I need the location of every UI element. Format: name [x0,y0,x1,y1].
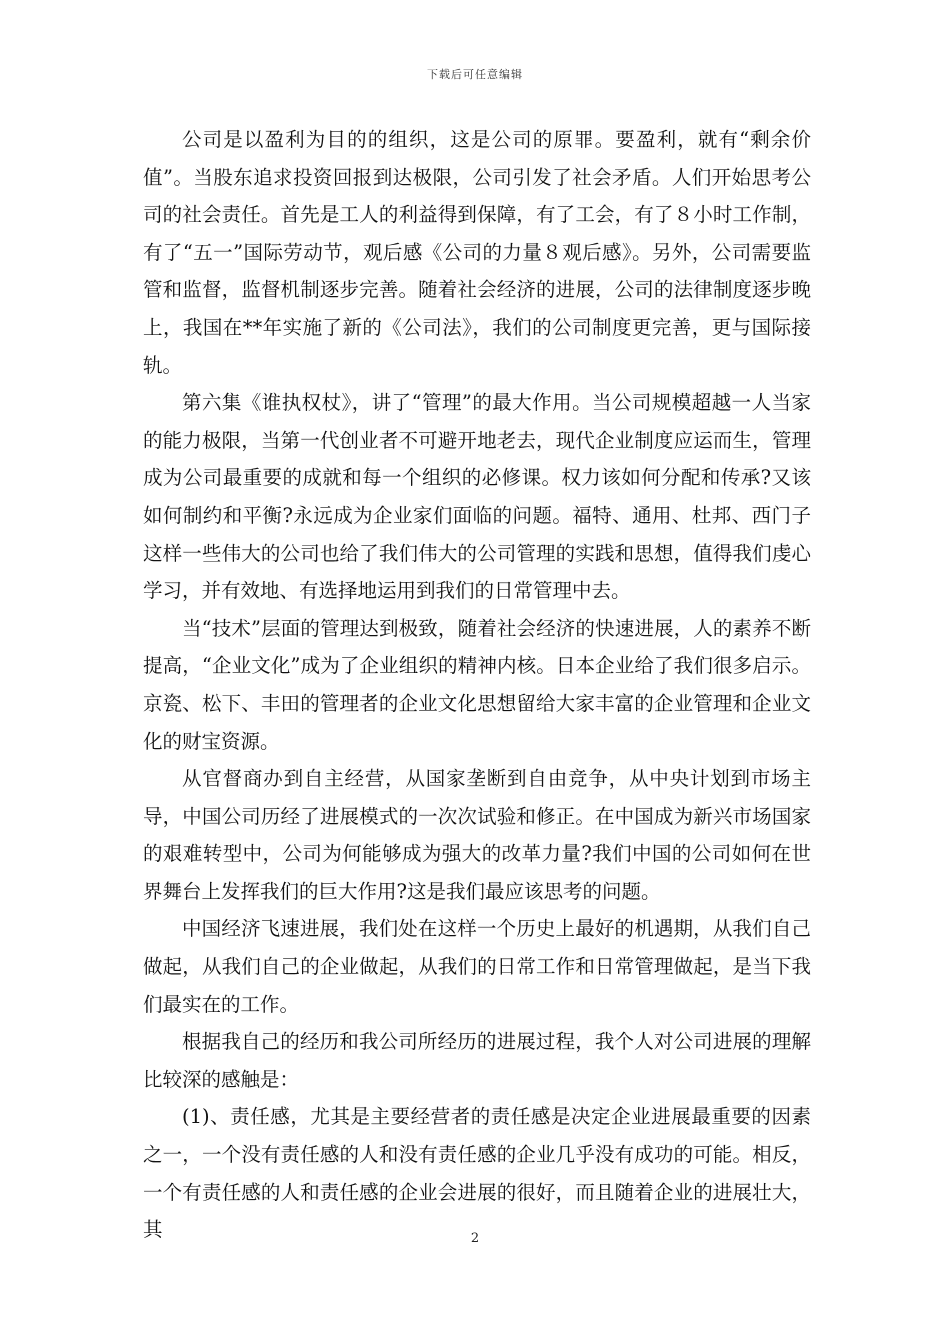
paragraph: 从官督商办到自主经营，从国家垄断到自由竞争，从中央计划到市场主导，中国公司历经了进展模式的一次次试验和修正。在中国成为新兴市场国家的艰难转型中，公司为何能够成为强大的改革力量?我们中国的公司如何在世界舞台上发挥我们的巨大作用?这是我们最应该思考的问题。 [143,767,811,903]
document-body [143,121,811,1249]
paragraph: 中国经济飞速进展，我们处在这样一个历史上最好的机遇期，从我们自己做起，从我们自己的企业做起，从我们的日常工作和日常管理做起，是当下我们最实在的工作。 [143,917,811,1016]
paragraph: 公司是以盈利为目的的组织，这是公司的原罪。要盈利，就有“剩余价值”。当股东追求投资回报到达极限，公司引发了社会矛盾。人们开始思考公司的社会责任。首先是工人的利益得到保障，有了工会，有了８小时工作制，有了“五一”国际劳动节，观后感《公司的力量８观后感》。另外，公司需要监管和监督，监督机制逐步完善。随着社会经济的进展，公司的法律制度逐步晚上，我国在**年实施了新的《公司法》，我们的公司制度更完善，更与国际接轨。 [143,128,811,377]
paragraph: (1)、责任感，尤其是主要经营者的责任感是决定企业进展最重要的因素之一，一个没有责任感的人和没有责任感的企业几乎没有成功的可能。相反，一个有责任感的人和责任感的企业会进展的很好，而且随着企业的进展壮大，其 [143,1105,811,1242]
paragraph: 根据我自己的经历和我公司所经历的进展过程，我个人对公司进展的理解比较深的感触是： [143,1030,811,1091]
paragraph: 第六集《谁执权杖》，讲了“管理”的最大作用。当公司规模超越一人当家的能力极限，当第一代创业者不可避开地老去，现代企业制度应运而生，管理成为公司最重要的成就和每一个组织的必修课。权力该如何分配和传承?又该如何制约和平衡?永远成为企业家们面临的问题。福特、通用、杜邦、西门子这样一些伟大的公司也给了我们伟大的公司管理的实践和思想，值得我们虔心学习，并有效地、有选择地运用到我们的日常管理中去。 [143,391,811,603]
page-number: 2 [470,1231,480,1246]
paragraph: 当“技术”层面的管理达到极致，随着社会经济的快速进展，人的素养不断提高，“企业文化”成为了企业组织的精神内核。日本企业给了我们很多启示。京瓷、松下、丰田的管理者的企业文化思想留给大家丰富的企业管理和企业文化的财宝资源。 [143,616,811,753]
page-header: 下载后可任意编辑 [427,68,523,81]
